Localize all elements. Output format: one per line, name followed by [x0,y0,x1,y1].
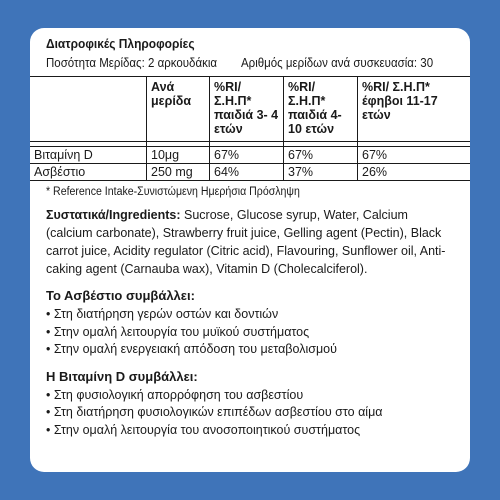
table-cell: 67% [284,147,358,164]
calcium-list [46,306,454,359]
nutrition-card [30,28,470,472]
serving-size: Ποσότητα Μερίδας: 2 αρκουδάκια [46,56,218,70]
table-cell: 10μg [147,147,210,164]
serving-info [46,56,470,70]
nutrition-title: Διατροφικές Πληροφορίες [46,36,195,51]
nutrition-table [30,76,470,181]
list-item: • Στη φυσιολογική απορρόφηση του ασβεστίου [46,387,454,405]
table-cell: 67% [358,147,471,164]
table-header-row [30,77,470,142]
ingredients-text: Sucrose, Glucose syrup, Water, Calcium (calcium carbonate), Strawberry fruit juice, Gelling agent (Pectin), Black carrot juice, Acidity regulator (Citric acid), Flavouring, Sunflower oil, Anti-caking agent (Carnauba wax), Vitamin D (Cholecalciferol). [46,208,446,276]
table-cell: Βιταμίνη D [30,147,147,164]
table-cell: 64% [210,164,284,181]
vitamin-d-list [46,387,454,440]
table-cell: 26% [358,164,471,181]
calcium-title: Το Ασβέστιο συμβάλλει: [46,288,195,303]
table-header-cell: Ανά μερίδα [147,77,210,142]
list-item: • Στη διατήρηση γερών οστών και δοντιών [46,306,454,324]
table-header-cell [30,77,147,142]
table-header-cell: %RI/ Σ.Η.Π* παιδιά 4-10 ετών [284,77,358,142]
table-header-cell: %RI/ Σ.Η.Π* παιδιά 3- 4 ετών [210,77,284,142]
table-cell: 67% [210,147,284,164]
list-item: • Στην ομαλή ενεργειακή απόδοση του μεταβολισμού [46,341,454,359]
vitamin-d-title: Η Βιταμίνη D συμβάλλει: [46,368,198,384]
list-item: • Στην ομαλή λειτουργία του ανοσοποιητικού συστήματος [46,422,454,440]
servings-per-pack: Αριθμός μερίδων ανά συσκευασία: 30 [240,56,434,70]
table-cell: 250 mg [147,164,210,181]
reference-note: * Reference Intake-Συνιστώμενη Ημερήσια Πρόσληψη [46,186,300,198]
table-header-cell: %RI/ Σ.Η.Π* έφηβοι 11-17 ετών [358,77,471,142]
table-cell: Ασβέστιο [30,164,147,181]
table-row [30,164,470,181]
list-item: • Στη διατήρηση φυσιολογικών επιπέδων ασβεστίου στο αίμα [46,404,454,422]
table-row [30,147,470,164]
table-cell: 37% [284,164,358,181]
ingredients [46,206,454,278]
list-item: • Στην ομαλή λειτουργία του μυϊκού συστήματος [46,324,454,342]
ingredients-label: Συστατικά/Ingredients: [46,208,181,222]
